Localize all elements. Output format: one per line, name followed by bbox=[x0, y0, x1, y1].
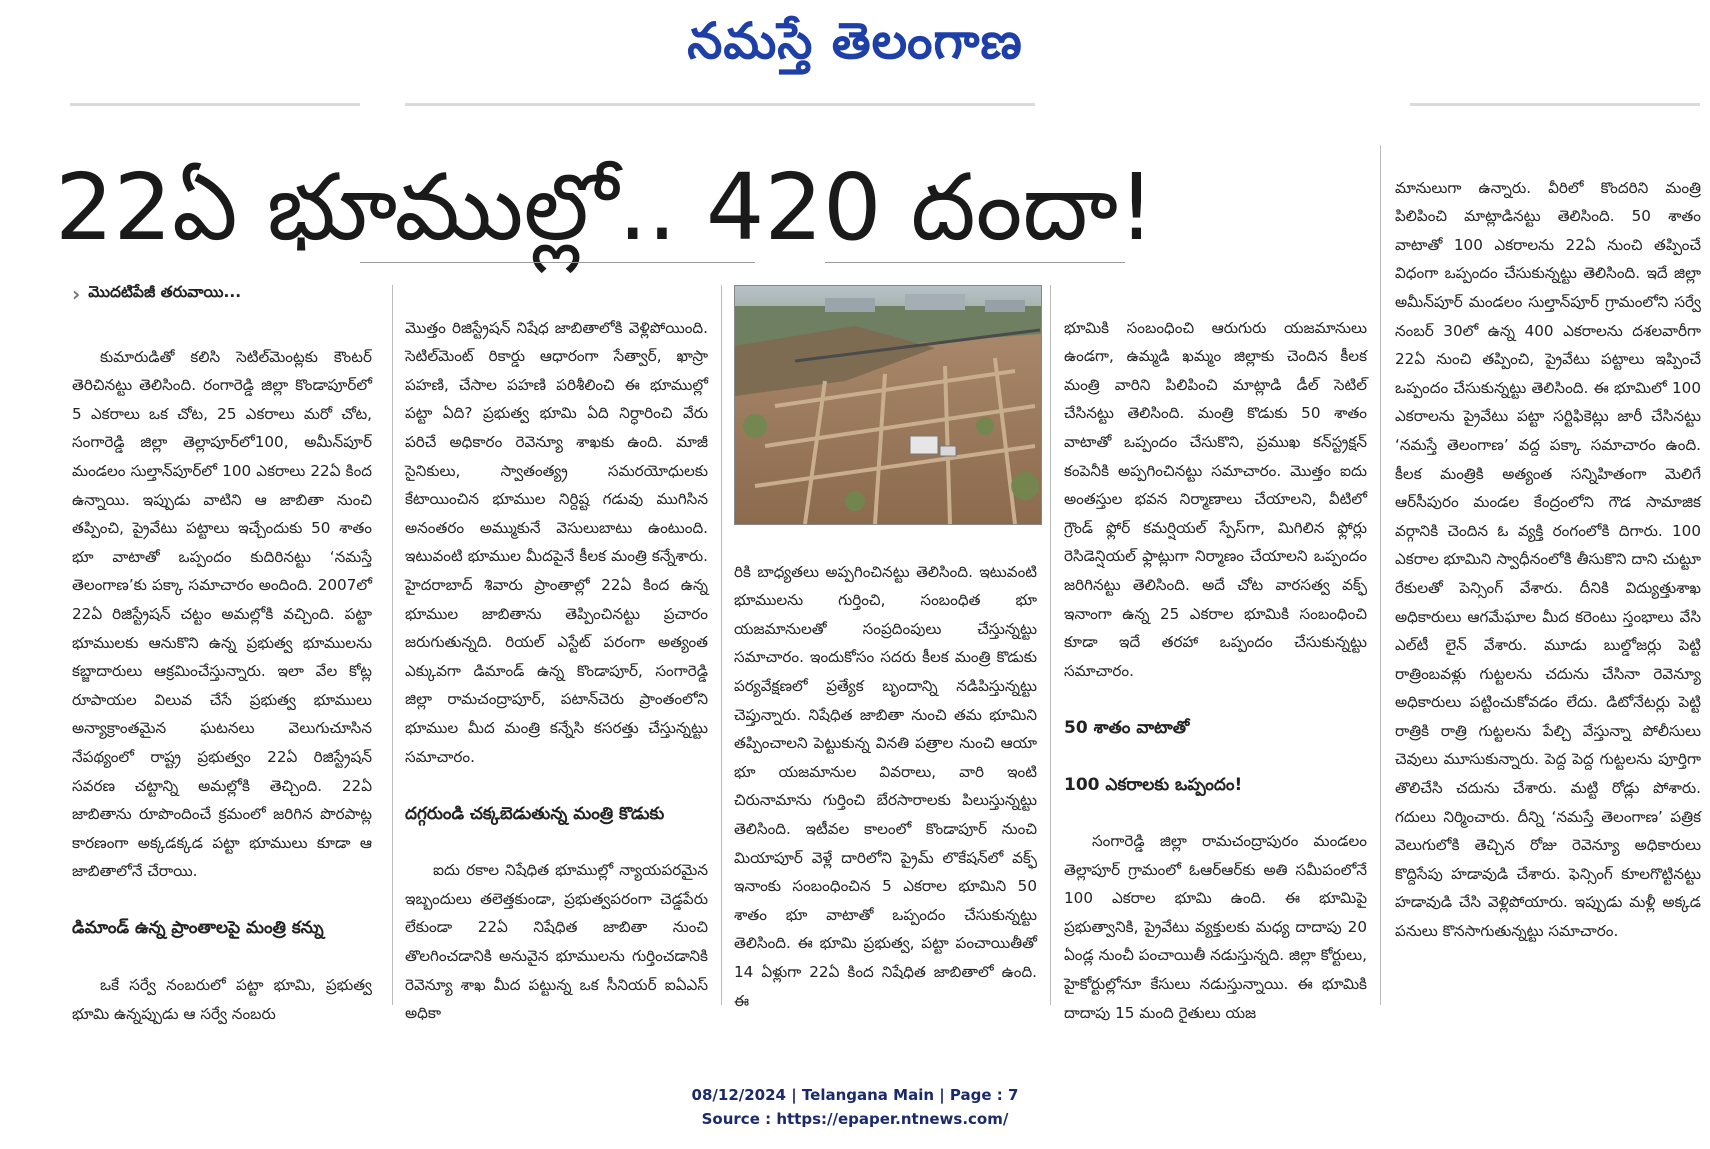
subheading: 100 ఎకరాలకు ఒప్పందం! bbox=[1064, 774, 1243, 795]
article-column-4 bbox=[1064, 285, 1367, 1022]
article-column-1 bbox=[72, 314, 372, 1023]
column-paragraph: రికి బాధ్యతలు అప్పగించినట్టు తెలిసింది. ఇటువంటి భూములను గుర్తించి, సంబంధిత భూ యజమానులతో సంప్రదింపులు చేస్తున్నట్టు సమాచారం. ఇందుకోసం సదరు కీలక మంత్రి కొడుకు పర్యవేక్షణలో ప్రత్యేక బృందాన్ని నడిపిస్తున్నట్టు చెప్తున్నారు. నిషేధిత జాబితా నుంచి తమ భూమిని తప్పించాలని పెట్టుకున్న వినతి పత్రాల నుంచి ఆయా భూ యజమానుల వివరాలు, వారి ఇంటి చిరునామాను గుర్తించి బేరసారాలకు పిలుస్తున్నట్టు తెలిసింది. ఇటీవల కాలంలో కొండాపూర్‌ నుంచి మియాపూర్‌ వెళ్లే దారిలోని ప్రైమ్‌ లొకేషన్‌లో వక్ఫ్‌ ఇనాంకు సంబంధించిన 5 ఎకరాల భూమిని 50 శాతం భూ వాటాతో ఒప్పందం చేసుకున్నట్టు తెలిసింది. ఈ భూమి ప్రభుత్వ, పట్టా పంచాయితీతో 14 ఏళ్లుగా 22ఏ కింద నిషేధిత జాబితాలో ఉంది. ఈ bbox=[734, 562, 1037, 1010]
column-divider bbox=[1380, 145, 1381, 1005]
column-divider bbox=[392, 285, 393, 1005]
headline: 22ఏ భూముల్లో.. 420 దందా! bbox=[55, 154, 1155, 261]
continuation-kicker bbox=[72, 282, 241, 306]
column-divider bbox=[1050, 285, 1051, 1005]
aerial-site-image bbox=[735, 286, 1041, 524]
article-column-2 bbox=[405, 285, 708, 1023]
footer-source: Source : https://epaper.ntnews.com/ bbox=[701, 1110, 1009, 1128]
column-paragraph: సంగారెడ్డి జిల్లా రామచంద్రాపురం మండలం తెల్లాపూర్‌ గ్రామంలో ఓఆర్‌ఆర్‌కు అతి సమీపంలోనే 100 ఎకరాల భూమి ఉంది. ఈ భూమిపై ప్రభుత్వానికి, ప్రైవేటు వ్యక్తులకు మధ్య దాదాపు 20 ఏండ్ల నుంచీ పంచాయితీ నడుస్తున్నది. జిల్లా కోర్టులు, హైకోర్టుల్లోనూ కేసులు నడుస్తున్నాయి. ఈ భూమికి దాదాపు 15 మంది రైతులు యజ bbox=[1064, 832, 1367, 1022]
headline-underline bbox=[825, 262, 1125, 263]
subheading: 50 శాతం వాటాతో bbox=[1064, 717, 1190, 738]
column-paragraph: ఐదు రకాల నిషేధిత భూముల్లో న్యాయపరమైన ఇబ్బందులు తలెత్తకుండా, ప్రభుత్వపరంగా చెడ్డపేరు లేకుండా 22ఏ నిషేధిత జాబితా నుంచి తొలగించడానికి అనువైన భూములను గుర్తించడానికి రెవెన్యూ శాఖ మీద పట్టున్న ఒక సీనియర్‌ ఐఏఎస్‌ అధికా bbox=[405, 861, 708, 1023]
top-rule bbox=[1410, 103, 1700, 106]
construction-site-photo bbox=[734, 285, 1042, 525]
subheading: డిమాండ్‌ ఉన్న ప్రాంతాలపై మంత్రి కన్ను bbox=[72, 918, 324, 939]
column-paragraph: కుమారుడితో కలిసి సెటిల్‌మెంట్లకు కౌంటర్‌ తెరిచినట్టు తెలిసింది. రంగారెడ్డి జిల్లా కొండాపూర్‌లో 5 ఎకరాలు ఒక చోట, 25 ఎకరాలు మరో చోట, సంగారెడ్డి జిల్లా తెల్లాపూర్‌లో100, అమీన్‌పూర్‌ మండలం సుల్తాన్‌పూర్‌లో 100 ఎకరాలు 22ఏ కింద ఉన్నాయి. ఇప్పుడు వాటిని ఆ జాబితా నుంచి తప్పించి, ప్రైవేటు పట్టాలు ఇచ్చేందుకు 50 శాతం భూ వాటాతో ఒప్పందం కుదిరినట్టు ‘నమస్తే తెలంగాణ’కు పక్కా సమాచారం అందింది. 2007లో 22ఏ రిజిస్ట్రేషన్‌ చట్టం అమల్లోకి వచ్చింది. పట్టా భూములకు ఆనుకొని ఉన్న ప్రభుత్వ భూములను కబ్జాదారులు ఆక్రమించేస్తున్నారు. ఇలా వేల కోట్ల రూపాయల విలువ చేసే ప్రభుత్వ భూములు అన్యాక్రాంతమైన ఘటనలు వెలుగుచూసిన నేపథ్యంలో రాష్ట్ర ప్రభుత్వం 22ఏ రిజిస్ట్రేషన్‌ సవరణ చట్టాన్ని అమల్లోకి తెచ్చింది. 22ఏ జాబితాను రూపొందించే క్రమంలో జరిగిన పొరపాట్ల కారణంగా అక్కడక్కడ పట్టా భూములు కూడా ఆ జాబితాలోనే చేరాయి. bbox=[72, 347, 372, 881]
article-column-5 bbox=[1395, 145, 1701, 1005]
article-column-3 bbox=[734, 529, 1037, 1010]
top-rule bbox=[70, 103, 360, 106]
masthead-title: నమస్తే తెలంగాణ bbox=[687, 12, 1023, 70]
headline-underline bbox=[360, 262, 755, 263]
column-paragraph: మొత్తం రిజిస్ట్రేషన్‌ నిషేధ జాబితాలోకి వెళ్లిపోయింది. సెటిల్‌మెంట్‌ రికార్డు ఆధారంగా సేత్వార్‌, ఖాస్రా పహణి, చేసాల పహణి పరిశీలించి ఈ భూముల్లో పట్టా ఏది? ప్రభుత్వ భూమి ఏది నిర్ధారించి వేరు పరిచే అధికారం రెవెన్యూ శాఖకు ఉంది. మాజీ సైనికులు, స్వాతంత్య్ర సమరయోధులకు కేటాయించిన భూముల నిర్దిష్ట గడువు ముగిసిన అనంతరం అమ్ముకునే వెసులుబాటు ఉంటుంది. ఇటువంటి భూముల మీదపైనే కీలక మంత్రి కన్నేశారు. హైదరాబాద్‌ శివారు ప్రాంతాల్లో 22ఏ కింద ఉన్న భూముల జాబితాను తెప్పించినట్టు ప్రచారం జరుగుతున్నది. రియల్‌ ఎస్టేట్‌ పరంగా అత్యంత ఎక్కువగా డిమాండ్‌ ఉన్న కొండాపూర్‌, సంగారెడ్డి జిల్లా రామచంద్రాపూర్‌, పటాన్‌చెరు ప్రాంతంలోని భూముల మీద మంత్రి కన్నేసి కసరత్తు చేస్తున్నట్టు సమాచారం. bbox=[405, 318, 708, 766]
column-paragraph: ఒకే సర్వే నంబరులో పట్టా భూమి, ప్రభుత్వ భూమి ఉన్నప్పుడు ఆ సర్వే నంబరు bbox=[72, 976, 372, 1023]
kicker-label: మొదటిపేజీ తరువాయి... bbox=[88, 283, 242, 301]
chevron-right-icon: › bbox=[72, 282, 81, 306]
column-paragraph: భూమికి సంబంధించి ఆరుగురు యజమానులు ఉండగా, ఉమ్మడి ఖమ్మం జిల్లాకు చెందిన కీలక మంత్రి వారిని పిలిపించి మాట్లాడి డీల్‌ సెటిల్‌ చేసినట్టు తెలిసింది. మంత్రి కొడుకు 50 శాతం వాటాతో ఒప్పందం చేసుకొని, ప్రముఖ కన్‌స్ట్రక్షన్‌ కంపెనీకి అప్పగించినట్టు సమాచారం. మొత్తం ఐదు అంతస్తుల భవన నిర్మాణాలు చేయాలని, వీటిలో గ్రౌండ్‌ ఫ్లోర్‌ కమర్షియల్‌ స్పేస్‌గా, మిగిలిన ఫ్లోర్లు రెసిడెన్షియల్‌ ఫ్లాట్లుగా నిర్మాణం చేయాలని ఒప్పందం జరిగినట్టు తెలిసింది. అదే చోట వారసత్వ వక్ఫ్‌ ఇనాంగా ఉన్న 25 ఎకరాల భూమికి సంబంధించి కూడా ఇదే తరహా ఒప్పందం చేసుకున్నట్టు సమాచారం. bbox=[1064, 318, 1367, 680]
footer-dateline: 08/12/2024 | Telangana Main | Page : 7 bbox=[691, 1086, 1019, 1104]
column-paragraph: మానులుగా ఉన్నారు. వీరిలో కొందరిని మంత్రి పిలిపించి మాట్లాడినట్టు తెలిసింది. 50 శాతం వాటాతో 100 ఎకరాలను 22ఏ నుంచి తప్పించే విధంగా ఒప్పందం చేసుకున్నట్టు తెలిసింది. ఇదే జిల్లా అమీన్‌పూర్‌ మండలం సుల్తాన్‌పూర్‌ గ్రామంలోని సర్వే నంబర్‌ 30లో ఉన్న 400 ఎకరాలను దశలవారీగా 22ఏ నుంచి తప్పించి, ప్రైవేటు పట్టాలు ఇప్పించే ఒప్పందం చేసుకున్నట్టు తెలిసింది. ఈ భూమిలో 100 ఎకరాలను ప్రైవేటు పట్టా సర్టిఫికెట్లు జారీ చేసినట్టు ‘నమస్తే తెలంగాణ’ వద్ద పక్కా సమాచారం ఉంది. కీలక మంత్రికి అత్యంత సన్నిహితంగా మెలిగే ఆర్‌సీపురం మండల కేంద్రంలోని గౌడ సామాజిక వర్గానికి చెందిన ఓ వ్యక్తి రంగంలోకి దిగారు. 100 ఎకరాల భూమిని స్వాధీనంలోకి తీసుకొని దాని చుట్టూ రేకులతో పెన్సింగ్‌ వేశారు. దీనికి విద్యుత్తుశాఖ అధికారులు ఆగమేఘాల మీద కరెంటు స్తంభాలు వేసి ఎల్‌టీ లైన్‌ వేశారు. మూడు బుల్డోజర్లు పెట్టి రాత్రింబవళ్లు గుట్టలను చదును చేసినా రెవెన్యూ అధికారులు పట్టించుకోవడం లేదు. డిటోనేటర్లు పెట్టి రాత్రికి రాత్రి గుట్టలను పేల్చి వేస్తున్నా పోలీసులు చెవులు మూసుకున్నారు. పెద్ద పెద్ద గుట్టలను పూర్తిగా తొలిచేసి చదును చేశారు. మట్టి రోడ్లు పోశారు. గదులు నిర్మించారు. దీన్ని ‘నమస్తే తెలంగాణ’ పత్రిక వెలుగులోకి తెచ్చిన రోజు రెవెన్యూ అధికారులు కొద్దిసేపు హడావుడి చేశారు. ఫెన్సింగ్‌ కూలగొట్టినట్టు హడావుడి చేసి వెళ్లిపోయారు. ఇప్పుడు మళ్లీ అక్కడ పనులు కొనసాగుతున్నట్టు సమాచారం. bbox=[1395, 178, 1701, 941]
column-divider bbox=[721, 285, 722, 1005]
top-rule bbox=[405, 103, 1035, 106]
subheading: దగ్గరుండి చక్కబెడుతున్న మంత్రి కొడుకు bbox=[405, 803, 665, 824]
